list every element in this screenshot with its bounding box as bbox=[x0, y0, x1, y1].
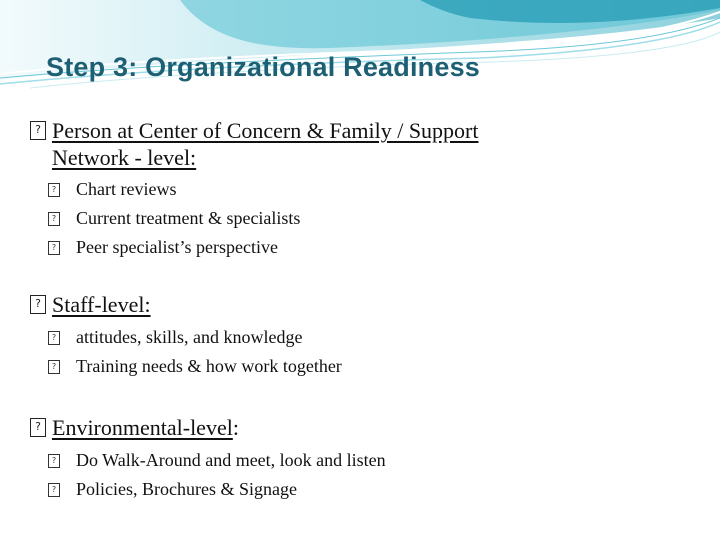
list-item bbox=[48, 233, 479, 262]
bullet-box-icon: ? bbox=[30, 121, 46, 140]
section-environmental-level bbox=[30, 414, 386, 504]
bullet-box-icon: ? bbox=[48, 241, 60, 255]
bullet-box-icon: ? bbox=[48, 331, 60, 345]
list-item-text: attitudes, skills, and knowledge bbox=[76, 327, 303, 347]
section-person-level bbox=[30, 117, 479, 262]
heading-text: Staff-level: bbox=[52, 292, 151, 317]
section-heading bbox=[30, 291, 342, 318]
list-item-text: Training needs & how work together bbox=[76, 356, 342, 376]
list-item-text: Peer specialist’s perspective bbox=[76, 237, 278, 257]
list-item-text: Do Walk-Around and meet, look and listen bbox=[76, 450, 386, 470]
bullet-box-icon: ? bbox=[48, 183, 60, 197]
bullet-box-icon: ? bbox=[30, 295, 46, 314]
bullet-box-icon: ? bbox=[30, 418, 46, 437]
slide-title: Step 3: Organizational Readiness bbox=[46, 52, 481, 82]
list-item bbox=[48, 175, 479, 204]
list-item-text: Policies, Brochures & Signage bbox=[76, 479, 297, 499]
list-item bbox=[48, 446, 386, 475]
list-item bbox=[48, 323, 342, 352]
heading-suffix: : bbox=[232, 415, 239, 440]
bullet-box-icon: ? bbox=[48, 454, 60, 468]
section-heading bbox=[30, 117, 479, 171]
section-staff-level bbox=[30, 291, 342, 381]
list-item bbox=[48, 204, 479, 233]
list-item bbox=[48, 475, 386, 504]
heading-text: Environmental-level bbox=[52, 415, 233, 440]
item-list bbox=[48, 175, 479, 262]
item-list bbox=[48, 323, 342, 381]
heading-text-cont: Network - level: bbox=[52, 145, 197, 170]
bullet-box-icon: ? bbox=[48, 212, 60, 226]
list-item bbox=[48, 352, 342, 381]
list-item-text: Chart reviews bbox=[76, 179, 177, 199]
section-heading bbox=[30, 414, 386, 441]
list-item-text: Current treatment & specialists bbox=[76, 208, 301, 228]
bullet-box-icon: ? bbox=[48, 360, 60, 374]
bullet-box-icon: ? bbox=[48, 483, 60, 497]
item-list bbox=[48, 446, 386, 504]
heading-text: Person at Center of Concern & Family / Support bbox=[52, 118, 479, 143]
